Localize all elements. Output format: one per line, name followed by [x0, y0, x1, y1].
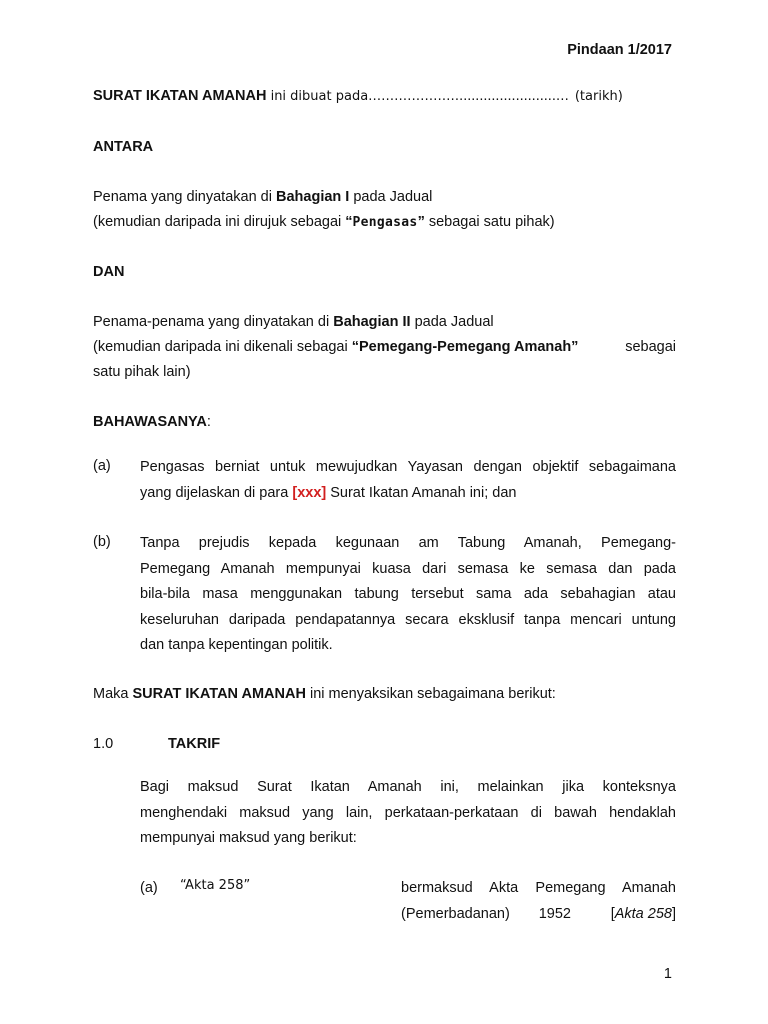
- witnesseth-post: ini menyaksikan sebagaimana berikut:: [305, 686, 556, 702]
- party1-quote-open: “: [345, 214, 353, 230]
- party1-line1-end: pada Jadual: [349, 189, 433, 205]
- party2-line3: satu pihak lain): [93, 364, 191, 380]
- definitions-intro-line2: menghendaki maksud yang lain, perkataan-perkataan di bawah hendaklah: [140, 804, 676, 821]
- definitions-intro-line3: mempunyai maksud yang berikut:: [140, 830, 357, 846]
- recital-b-line2: Pemegang Amanah mempunyai kuasa dari semasa ke semasa dan pada: [140, 560, 676, 577]
- party1-line1: [93, 189, 432, 205]
- date-blank-dots: ........................: [459, 88, 556, 104]
- party2-defined-term: “Pemegang-Pemegang Amanah”: [351, 339, 579, 355]
- bahawasanya-colon: :: [206, 414, 211, 430]
- definition-a-bracket-open: [: [610, 905, 615, 922]
- antara-heading: ANTARA: [93, 139, 154, 155]
- party1-quote-close: ”: [417, 214, 425, 230]
- party2-line2: [93, 339, 676, 355]
- party1-line2: [93, 214, 555, 230]
- recital-a-line1: Pengasas berniat untuk mewujudkan Yayasan dengan objektif sebagaimana: [140, 459, 676, 475]
- definition-a-meaning-line1: bermaksud Akta Pemegang Amanah: [401, 880, 676, 896]
- party2-line1-text: Penama-penama yang dinyatakan di: [93, 314, 334, 330]
- deed-title-text: ini dibuat: [266, 89, 336, 104]
- party2-line2-text: (kemudian daripada ini dikenali sebagai: [93, 339, 352, 355]
- date-blank-pada: pada…………………: [335, 89, 460, 104]
- recital-b-label: (b): [93, 534, 111, 550]
- recital-b-line4: keseluruhan daripada pendapatannya secara eksklusif tanpa mencari untung: [140, 611, 676, 628]
- party1-line2-end: sebagai satu pihak): [424, 214, 555, 230]
- amendment-label: Pindaan 1/2017: [567, 42, 672, 58]
- party1-line2-text: (kemudian daripada ini dirujuk sebagai: [93, 214, 346, 230]
- page-number: 1: [663, 966, 672, 982]
- bahawasanya-text: BAHAWASANYA: [93, 414, 207, 430]
- recital-b-line3: bila-bila masa menggunakan tabung tersebut sama ada sebahagian atau: [140, 586, 676, 602]
- party1-defined-term: Pengasas: [352, 215, 418, 230]
- recital-b-line1: Tanpa prejudis kepada kegunaan am Tabung Amanah, Pemegang-: [140, 535, 676, 551]
- section-number: 1.0: [93, 736, 114, 752]
- recital-b-text: [140, 531, 676, 659]
- party1-line1-text: Penama yang dinyatakan di: [93, 189, 276, 205]
- definition-a-term: “Akta 258”: [180, 878, 251, 893]
- definition-a-meaning: [401, 876, 676, 927]
- dan-heading: DAN: [93, 264, 125, 280]
- bahawasanya-heading: [93, 414, 211, 430]
- section-title: TAKRIF: [168, 736, 221, 752]
- date-hint: (tarikh): [574, 89, 623, 104]
- party2-line1-end: pada Jadual: [410, 314, 494, 330]
- recital-a-line2-text: yang dijelaskan di para: [140, 484, 293, 501]
- recital-a-text: [140, 455, 676, 506]
- definition-a-act-ref: Akta 258: [614, 905, 672, 922]
- party2-part-ref: Bahagian II: [333, 314, 411, 330]
- recital-a-line2: [140, 481, 676, 507]
- recital-a-line2-end: Surat Ikatan Amanah ini; dan: [326, 484, 517, 501]
- definitions-intro-line1: Bagi maksud Surat Ikatan Amanah ini, melainkan jika konteksnya: [140, 779, 676, 795]
- definition-a-label: (a): [140, 880, 158, 896]
- witnesseth-pre: Maka: [93, 686, 133, 702]
- definition-a-meaning-line2: (Pemerbadanan) 1952 [Akta 258]: [401, 905, 676, 922]
- paragraph-placeholder: [xxx]: [292, 484, 327, 501]
- definitions-intro: [140, 775, 676, 852]
- recital-a-label: (a): [93, 458, 111, 474]
- witnesseth-bold: SURAT IKATAN AMANAH: [132, 686, 306, 702]
- definition-a-bracket-close: ]: [671, 905, 676, 922]
- recital-b-line5: dan tanpa kepentingan politik.: [140, 637, 333, 653]
- deed-title-bold: SURAT IKATAN AMANAH: [93, 88, 267, 104]
- date-blank-ellipsis: …: [555, 89, 569, 104]
- party2-line2-end: sebagai: [625, 339, 676, 355]
- deed-title-line: [93, 88, 623, 104]
- party2-line1: [93, 314, 494, 330]
- witnesseth-line: [93, 686, 556, 702]
- party1-part-ref: Bahagian I: [276, 189, 350, 205]
